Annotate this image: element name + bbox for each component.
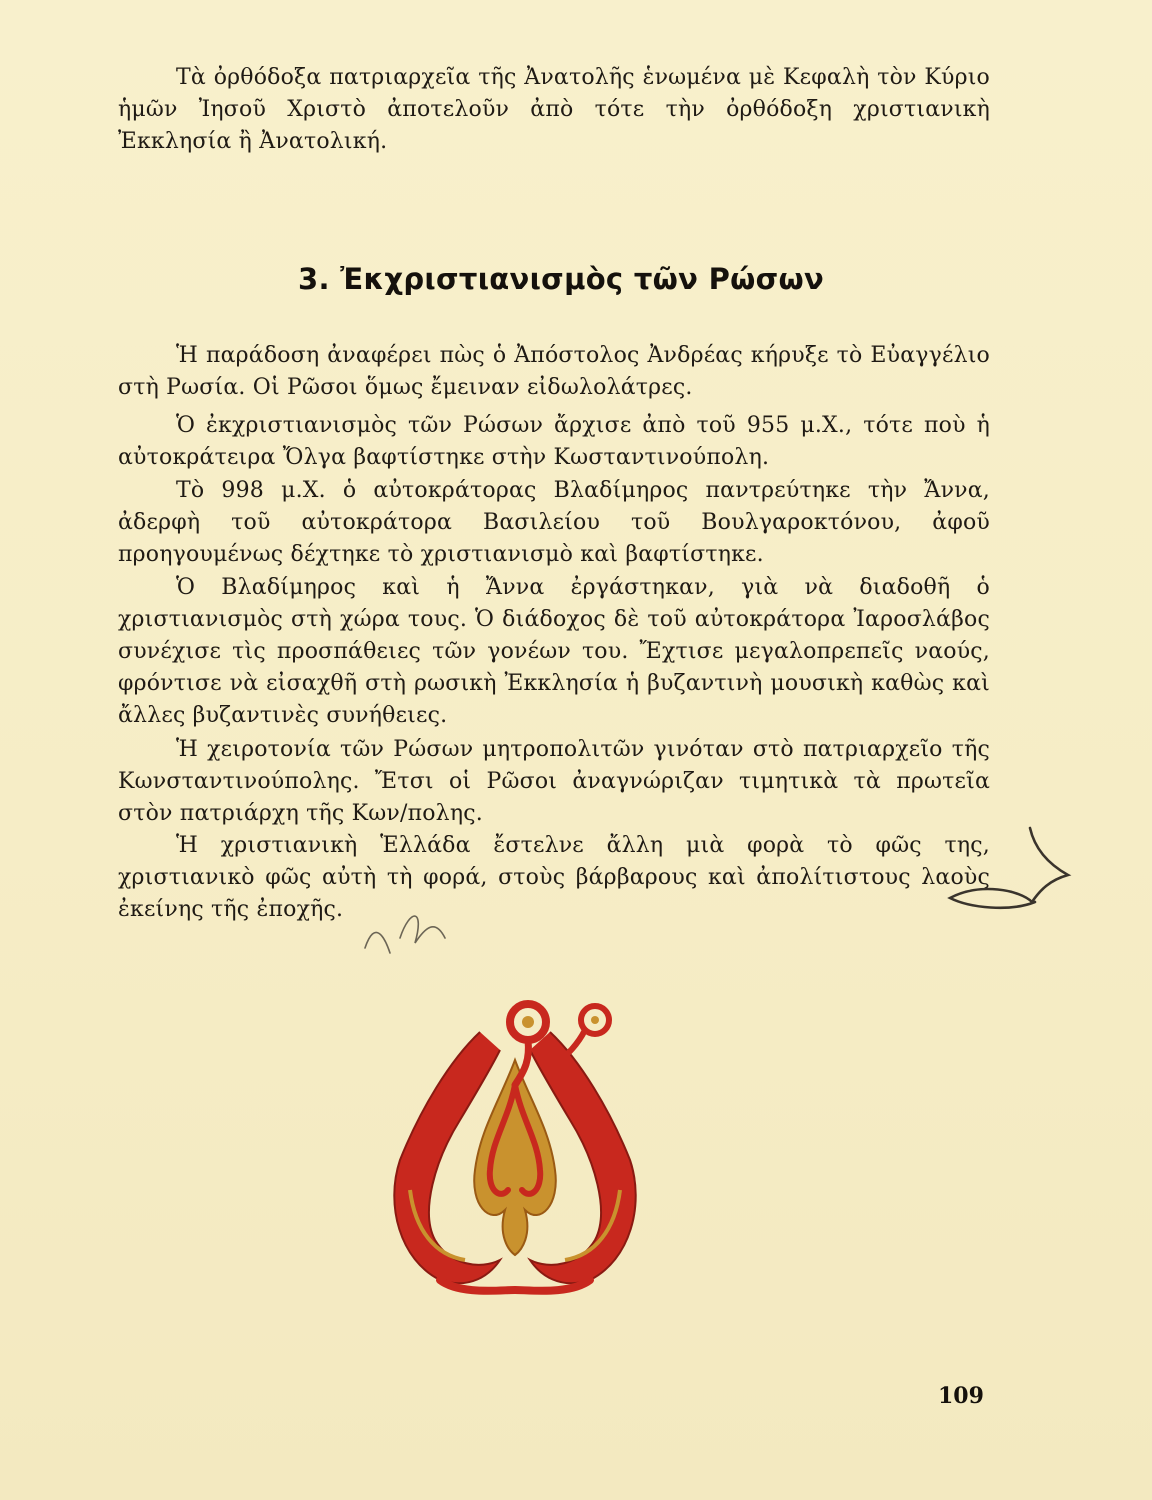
- paragraph-2: Ὁ ἐκχριστιανισμὸς τῶν Ρώσων ἄρχισε ἀπὸ τοῦ 955 μ.Χ., τότε ποὺ ἡ αὐτοκράτειρα Ὄλγα βαφτίστηκε στὴν Κωσταντινούπολη.: [118, 413, 990, 470]
- body-section: [118, 734, 990, 832]
- page-number: 109: [938, 1383, 984, 1409]
- section-heading: 3. Ἐκχριστιανισμὸς τῶν Ρώσων: [298, 262, 825, 296]
- paragraph-4: Ὁ Βλαδίμηρος καὶ ἡ Ἄννα ἐργάστηκαν, γιὰ νὰ διαδοθῆ ὁ χριστιανισμὸς στὴ χώρα τους. Ὁ διάδοχος δὲ τοῦ αὐτοκράτορα Ἰαροσλάβος συνέχισε τὶς προσπάθειες τῶν γονέων του. Ἔχτισε μεγαλοπρεπεῖς ναούς, φρόντισε νὰ εἰσαχθῆ στὴ ρωσικὴ Ἐκκλησία ἡ βυζαντινὴ μουσικὴ καθὼς καὶ ἄλλες βυζαντινὲς συνήθειες.: [118, 575, 990, 728]
- paragraph-1: Ἡ παράδοση ἀναφέρει πὼς ὁ Ἀπόστολος Ἀνδρέας κήρυξε τὸ Εὐαγγέλιο στὴ Ρωσία. Οἱ Ρῶσοι ὅμως ἔμειναν εἰδωλολάτρες.: [118, 343, 990, 400]
- intro-paragraph: Τὰ ὀρθόδοξα πατριαρχεῖα τῆς Ἀνατολῆς ἑνωμένα μὲ Κεφαλὴ τὸν Κύριο ἡμῶν Ἰησοῦ Χριστὸ ἀποτελοῦν ἀπὸ τότε τὴν ὀρθόδοξη χριστιανικὴ Ἐκκλησία ἢ Ἀνατολική.: [118, 65, 990, 154]
- paragraph-6: Ἡ χριστιανικὴ Ἑλλάδα ἔστελνε ἄλλη μιὰ φορὰ τὸ φῶς της, χριστιανικὸ φῶς αὐτὴ τὴ φορά, στοὺς βάρβαρους καὶ ἀπολίτιστους λαοὺς ἐκείνης τῆς ἐποχῆς.: [118, 833, 990, 922]
- body-section: [118, 830, 990, 928]
- paragraph-5: Ἡ χειροτονία τῶν Ρώσων μητροπολιτῶν γινόταν στὸ πατριαρχεῖο τῆς Κωνσταντινούπολης. Ἔτσι οἱ Ρῶσοι ἀναγνώριζαν τιμητικὰ τὰ πρωτεῖα στὸν πατριάρχη τῆς Κων/πολης.: [118, 737, 990, 826]
- ornamental-lyre-icon: [380, 990, 650, 1310]
- body-section: [118, 475, 990, 573]
- pencil-scribble: [355, 898, 475, 968]
- body-section: [118, 410, 990, 476]
- paragraph-3: Τὸ 998 μ.Χ. ὁ αὐτοκράτορας Βλαδίμηρος παντρεύτηκε τὴν Ἄννα, ἀδερφὴ τοῦ αὐτοκράτορα Βασιλείου τοῦ Βουλγαροκτόνου, ἀφοῦ προηγουμένως δέχτηκε τὸ χριστιανισμὸ καὶ βαφτίστηκε.: [118, 478, 990, 567]
- body-section: [118, 572, 990, 734]
- pencil-margin-mark: [940, 820, 1080, 940]
- body-section: [118, 340, 990, 406]
